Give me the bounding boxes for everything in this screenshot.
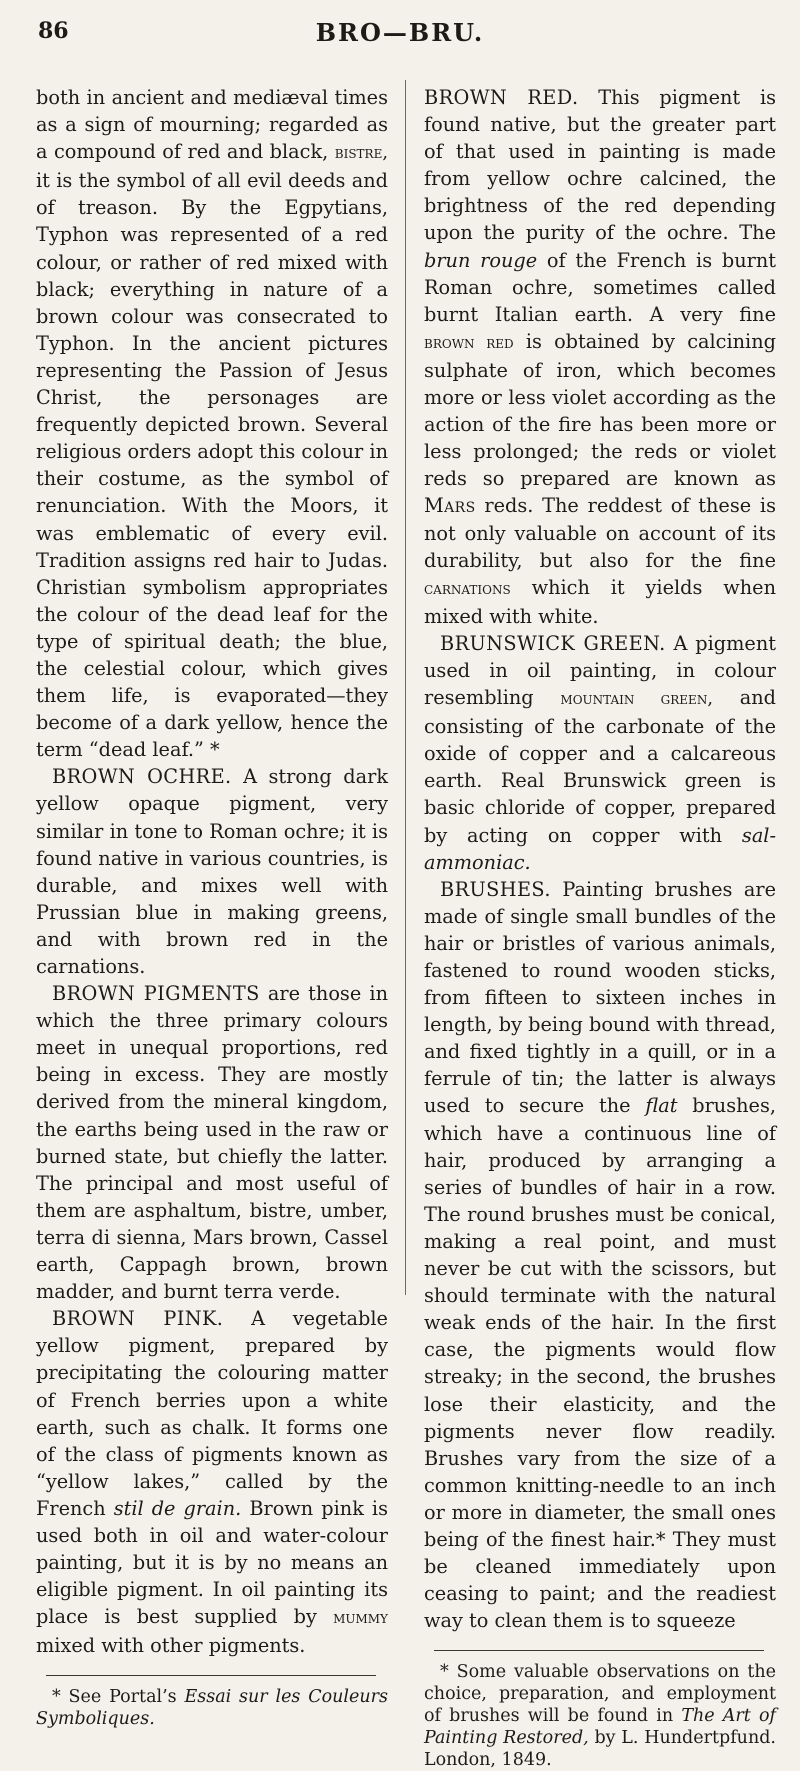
entry-brushes: BRUSHES. Painting brushes are made of single small bundles of the hair or bristles of various animals, fastened to round wooden sticks, from fifteen to sixteen inches in length, by being bound with thread, and fixed tightly in a quill, or in a ferrule of tin; the latter is always used to secure the flat brushes, which have a continuous line of hair, produced by arranging a series of bundles of hair in a row. The round brushes must be conical, making a real point, and must never be cut with the scissors, but should terminate with the natural weak ends of the hair. In the first case, the pigments would flow streaky; in the second, the brushes lose their elasticity, and the pigments never flow readily. Brushes vary from the size of a common knitting-needle to an inch or more in diameter, the small ones being of the finest hair.* They must be cleaned immediately upon ceasing to paint; and the readiest way to clean them is to squeeze <box>424 877 776 1633</box>
entry-brown-pigments: BROWN PIGMENTS are those in which the three primary colours meet in unequal proportions, red being in excess. They are mostly derived from the mineral kingdom, the earths being used in the raw or burned state, but chiefly the latter. The principal and most useful of them are asphaltum, bistre, umber, terra di sienna, Mars brown, Cassel earth, Cappagh brown, brown madder, and burnt terra verde. <box>36 982 388 1304</box>
right-column <box>424 84 776 1771</box>
footnote-right: * Some valuable observations on the choice, preparation, and employment of brushes will be found in The Art of Painting Restored, by L. Hundertpfund. London, 1849. <box>424 1662 776 1771</box>
footnote-rule <box>434 1650 764 1651</box>
left-column <box>36 84 388 1730</box>
footnote-rule <box>46 1675 376 1676</box>
paragraph-bistre-continued: both in ancient and mediæval times as a sign of mourning; regarded as a compound of red and black, bistre, it is the symbol of all evil deeds and of treason. By the Egpytians, Typhon was represented of a red colour, or rather of red mixed with black; everything in nature of a brown colour was consecrated to Typhon. In the ancient pictures representing the Passion of Jesus Christ, the personages are frequently depicted brown. Several religious orders adopt this colour in their costume, as the symbol of renunciation. With the Moors, it was emblematic of every evil. Tradition assigns red hair to Judas. Christian symbolism appropriates the colour of the dead leaf for the type of spiritual death; the blue, the celestial colour, which gives them life, is evaporated—they become of a dark yellow, hence the term “dead leaf.” * <box>36 86 388 762</box>
entry-brunswick-green: BRUNSWICK GREEN. A pigment used in oil painting, in colour resembling mountain green, and consisting of the carbonate of the oxide of copper and a calcareous earth. Real Brunswick green is basic chloride of copper, prepared by acting on copper with sal-ammoniac. <box>424 631 776 874</box>
entry-brown-red: BROWN RED. This pigment is found native, but the greater part of that used in painting is made from yellow ochre calcined, the brightness of the red depending upon the purity of the ochre. The brun rouge of the French is burnt Roman ochre, sometimes called burnt Italian earth. A very fine brown red is obtained by calcining sulphate of iron, which becomes more or less violet according as the action of the fire has been more or less prolonged; the reds or violet reds so prepared are known as Mars reds. The reddest of these is not only valuable on account of its durability, but also for the fine carnations which it yields when mixed with white. <box>424 86 777 628</box>
page-header <box>38 18 762 54</box>
running-head: BRO—BRU. <box>315 18 485 47</box>
entry-brown-pink: BROWN PINK. A vegetable yellow pigment, prepared by precipitating the colouring matter of French berries upon a white earth, such as chalk. It forms one of the class of pigments known as “yellow lakes,” called by the French stil de grain. Brown pink is used both in oil and water-colour painting, but it is by no means an eligible pigment. In oil painting its place is best supplied by mummy mixed with other pigments. <box>36 1307 388 1658</box>
footnote-left: * See Portal’s Essai sur les Couleurs Symboliques. <box>36 1687 388 1730</box>
page-number: 86 <box>38 18 69 44</box>
column-divider <box>405 80 406 1295</box>
entry-brown-ochre: BROWN OCHRE. A strong dark yellow opaque pigment, very similar in tone to Roman ochre; it is found native in various countries, is durable, and mixes well with Prussian blue in making greens, and with brown red in the carnations. <box>36 765 389 978</box>
